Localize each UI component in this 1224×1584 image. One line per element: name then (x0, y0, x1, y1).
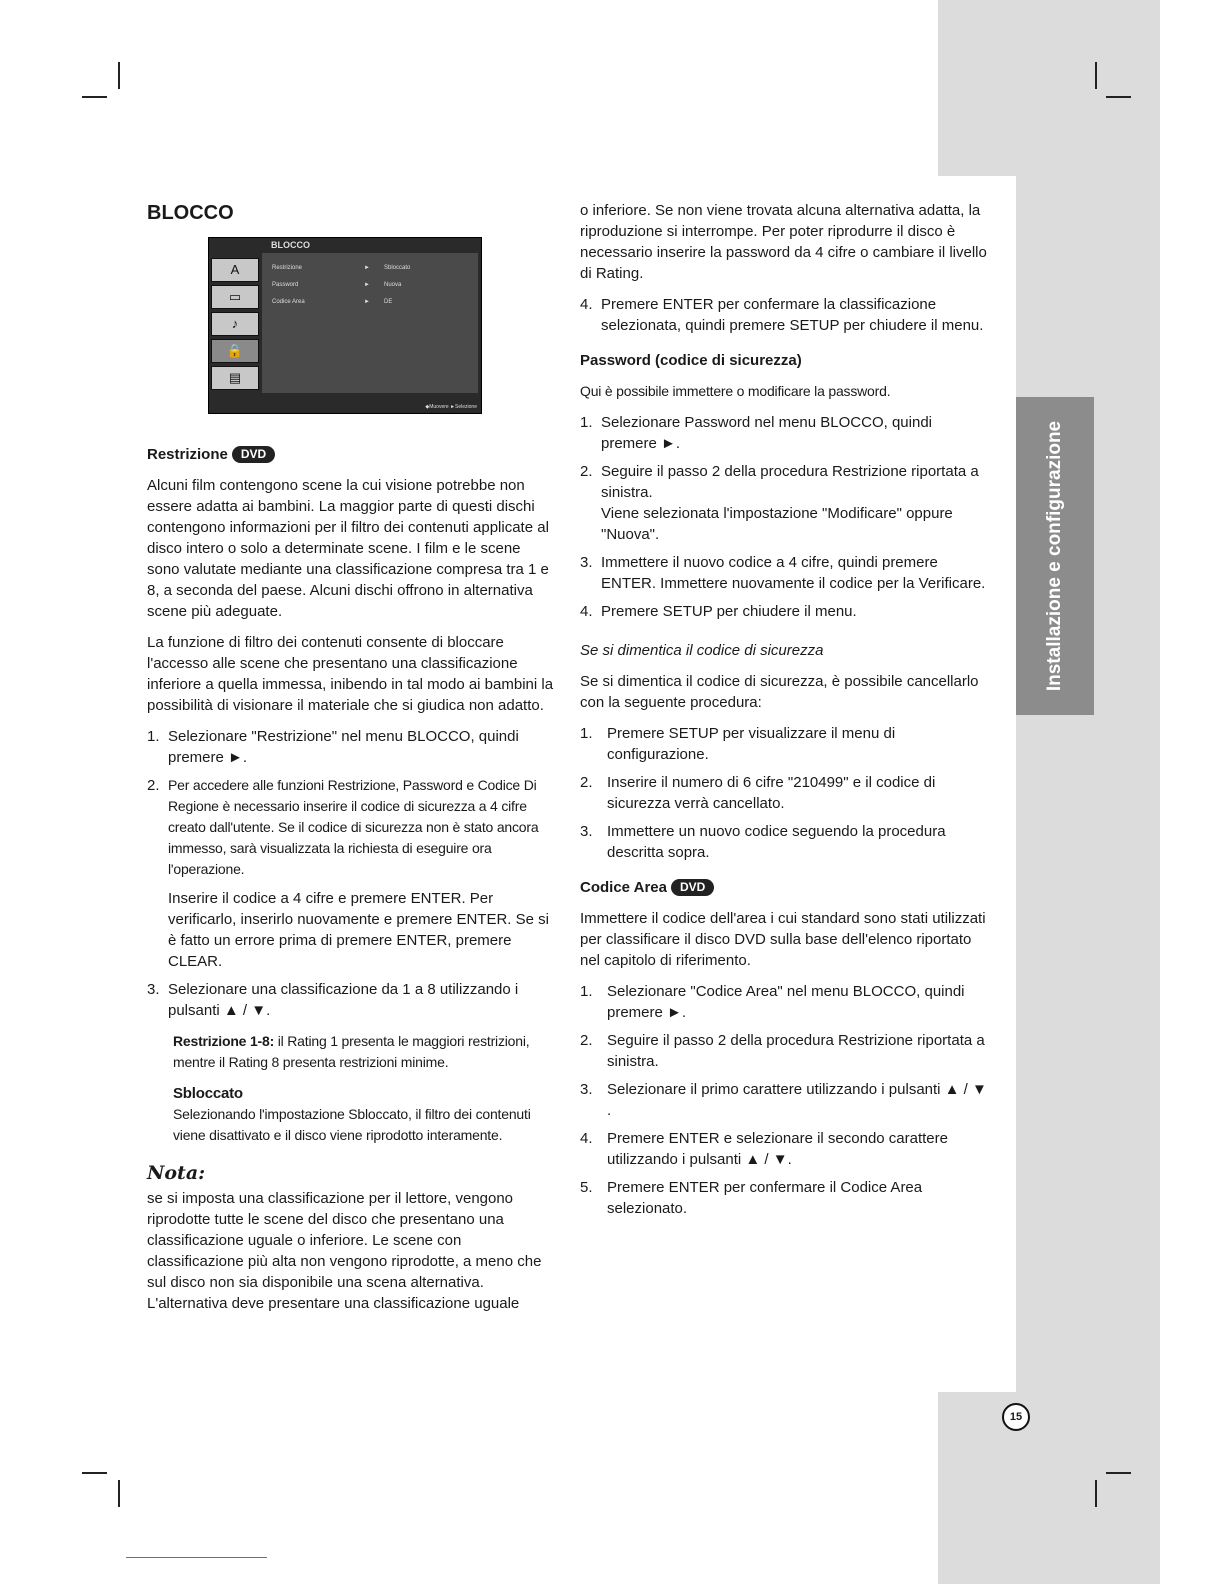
list-item (580, 294, 988, 336)
step-text: Premere SETUP per chiudere il menu. (601, 603, 857, 620)
right-column (580, 200, 988, 1229)
side-gray-strip (1016, 0, 1160, 1584)
crop-mark (82, 1472, 107, 1474)
list-item (580, 1030, 988, 1072)
paragraph: La funzione di filtro dei contenuti consente di bloccare l'accesso alle scene che presentano una classificazione inferiore a quella immessa, inibendo in tal modo ai bambini la possibilità di visionare il materiale che si giudica non adatto. (147, 634, 554, 714)
language-icon: A (211, 258, 259, 282)
menu-row-value: Sbloccato (384, 265, 411, 271)
codice-area-title (580, 877, 988, 898)
step-text: Premere ENTER per confermare il Codice Area selezionato. (607, 1179, 923, 1217)
menu-row-label: Codice Area (272, 299, 305, 305)
section-side-tab (1016, 397, 1094, 715)
list-item (580, 412, 988, 454)
restrizione-steps (147, 726, 555, 1021)
others-icon: ▤ (211, 366, 259, 390)
step-text: Selezionare il primo carattere utilizzando i pulsanti ▲ / ▼ . (607, 1081, 987, 1119)
nota-text: se si imposta una classificazione per il lettore, vengono riprodotte tutte le scene del disco che presentano una classificazione uguale o inferiore. Le scene con classificazione più alta non vengono riprodotte, a meno che sul disco non sia disponibile una scena alternativa. L'alternativa deve presentare una classificazione uguale (147, 1190, 542, 1312)
step-number: 3. (580, 823, 593, 840)
menu-row-arrow: ► (364, 299, 370, 305)
step-number: 2. (580, 774, 593, 791)
step-number: 1. (580, 725, 593, 742)
step-text: Seguire il passo 2 della procedura Restrizione riportata a sinistra. (601, 463, 979, 501)
list-item (580, 601, 988, 622)
list-item (580, 1079, 988, 1121)
left-column (147, 200, 555, 1314)
menu-row-label: Password (272, 282, 299, 288)
paragraph: Alcuni film contengono scene la cui visione potrebbe non essere adatta ai bambini. La maggior parte di questi dischi contengono informazioni per il filtro dei contenuti applicate al disco intero o solo a determinate scene. I film e le scene sono valutate mediante una classificazione compresa tra 1 e 8, a seconda del paese. Alcuni dischi offrono in alternativa scene più adeguate. (147, 477, 549, 620)
codice-area-title-text: Codice Area (580, 879, 667, 896)
step-text: Seguire il passo 2 della procedura Restrizione riportata a sinistra. (607, 1032, 985, 1070)
step-text: Premere SETUP per visualizzare il menu di configurazione. (607, 725, 896, 763)
restrizione-title-text: Restrizione (147, 446, 228, 463)
display-icon: ▭ (211, 285, 259, 309)
restrizione-1-8-note (147, 1031, 555, 1073)
menu-row-arrow: ► (364, 282, 370, 288)
note-label: Sbloccato (173, 1085, 243, 1102)
nota-title: Nota: (147, 1162, 206, 1184)
dvd-badge: DVD (232, 446, 275, 463)
note-text: il Rating 1 presenta le maggiori restrizioni, mentre il Rating 8 presenta restrizioni minime. (173, 1033, 530, 1070)
forgot-code-title: Se si dimentica il codice di sicurezza (580, 642, 824, 659)
menu-title: BLOCCO (271, 240, 310, 250)
menu-row-value: Nuova (384, 282, 402, 288)
step-text: Inserire il numero di 6 cifre "210499" e il codice di sicurezza verrà cancellato. (607, 774, 936, 812)
step-text: Selezionare una classificazione da 1 a 8 utilizzando i pulsanti ▲ / ▼. (168, 981, 519, 1019)
list-item (147, 726, 555, 768)
step-number: 1. (580, 983, 593, 1000)
crop-mark (1095, 1480, 1097, 1507)
step-number: 3. (580, 554, 593, 571)
audio-icon: ♪ (211, 312, 259, 336)
menu-row-label: Restrizione (272, 265, 303, 271)
list-item (147, 775, 555, 972)
step-number: 3. (580, 1081, 593, 1098)
page-number: 15 (1002, 1403, 1030, 1431)
list-item (580, 552, 988, 594)
step-text: Selezionare Password nel menu BLOCCO, quindi premere ►. (601, 414, 933, 452)
footer-rule (126, 1557, 267, 1558)
paragraph: Se si dimentica il codice di sicurezza, è possibile cancellarlo con la seguente procedura: (580, 673, 979, 711)
step-text: Per accedere alle funzioni Restrizione, Password e Codice Di Regione è necessario inserire il codice di sicurezza a 4 cifre creato dall'utente. Se il codice di sicurezza non è stato ancora immesso, sarà visualizzata la richiesta di eseguire ora l'operazione. (168, 777, 539, 877)
codice-area-steps (580, 981, 988, 1219)
password-steps (580, 412, 988, 622)
restrizione-step-4 (580, 294, 988, 336)
step-number: 5. (580, 1179, 593, 1196)
menu-row-value: DE (384, 299, 393, 305)
crop-mark (82, 96, 107, 98)
paragraph: Qui è possibile immettere o modificare la password. (580, 383, 891, 399)
step-text: Immettere un nuovo codice seguendo la procedura descritta sopra. (607, 823, 946, 861)
note-text: Selezionando l'impostazione Sbloccato, il filtro dei contenuti viene disattivato e il disco viene riprodotto interamente. (173, 1106, 531, 1143)
paragraph: o inferiore. Se non viene trovata alcuna alternativa adatta, la riproduzione si interrompe. Per poter riprodurre il disco è necessario inserire la password da 4 cifre o cambiare il livello di Rating. (580, 202, 987, 282)
step-number: 1. (147, 728, 160, 745)
crop-mark (1106, 1472, 1131, 1474)
sbloccato-note (147, 1083, 555, 1146)
list-item (580, 723, 988, 765)
step-text: Premere ENTER per confermare la classificazione selezionata, quindi premere SETUP per chiudere il menu. (601, 296, 984, 334)
crop-mark (1106, 96, 1131, 98)
step-text: Selezionare "Restrizione" nel menu BLOCCO, quindi premere ►. (168, 728, 519, 766)
section-side-tab-label: Installazione e configurazione (1044, 420, 1065, 692)
step-text-extra: Viene selezionata l'impostazione "Modificare" oppure "Nuova". (601, 505, 953, 543)
menu-image-spacer (147, 248, 555, 430)
list-item (580, 1128, 988, 1170)
crop-mark (118, 62, 120, 89)
password-title: Password (codice di sicurezza) (580, 352, 802, 369)
list-item (580, 981, 988, 1023)
paragraph: Immettere il codice dell'area i cui standard sono stati utilizzati per classificare il disco DVD sulla base dell'elenco riportato nel capitolo di riferimento. (580, 910, 986, 969)
step-number: 2. (580, 1032, 593, 1049)
list-item (580, 1177, 988, 1219)
crop-mark (1095, 62, 1097, 89)
step-text: Selezionare "Codice Area" nel menu BLOCCO, quindi premere ►. (607, 983, 965, 1021)
list-item (580, 461, 988, 545)
step-number: 4. (580, 296, 593, 313)
side-gray-bottom (938, 1392, 1160, 1584)
step-number: 4. (580, 1130, 593, 1147)
list-item (580, 772, 988, 814)
step-number: 2. (580, 463, 593, 480)
forgot-code-steps (580, 723, 988, 863)
section-heading: BLOCCO (147, 202, 234, 224)
list-item (147, 979, 555, 1021)
note-label: Restrizione 1-8: (173, 1033, 275, 1049)
step-text: Premere ENTER e selezionare il secondo carattere utilizzando i pulsanti ▲ / ▼. (607, 1130, 948, 1168)
step-number: 4. (580, 603, 593, 620)
step-text: Immettere il nuovo codice a 4 cifre, quindi premere ENTER. Immettere nuovamente il codice per la Verificare. (601, 554, 986, 592)
lock-icon: 🔒 (211, 339, 259, 363)
menu-footer-hint: ◆Muovere ►Selezione (425, 404, 477, 410)
restrizione-title (147, 444, 555, 465)
menu-row-arrow: ► (364, 265, 370, 271)
step-number: 2. (147, 777, 160, 794)
dvd-badge: DVD (671, 879, 714, 896)
step-number: 1. (580, 414, 593, 431)
list-item (580, 821, 988, 863)
step-text-extra: Inserire il codice a 4 cifre e premere ENTER. Per verificarlo, inserirlo nuovamente e premere ENTER. Se si è fatto un errore prima di premere ENTER, premere CLEAR. (168, 890, 549, 970)
step-number: 3. (147, 981, 160, 998)
crop-mark (118, 1480, 120, 1507)
